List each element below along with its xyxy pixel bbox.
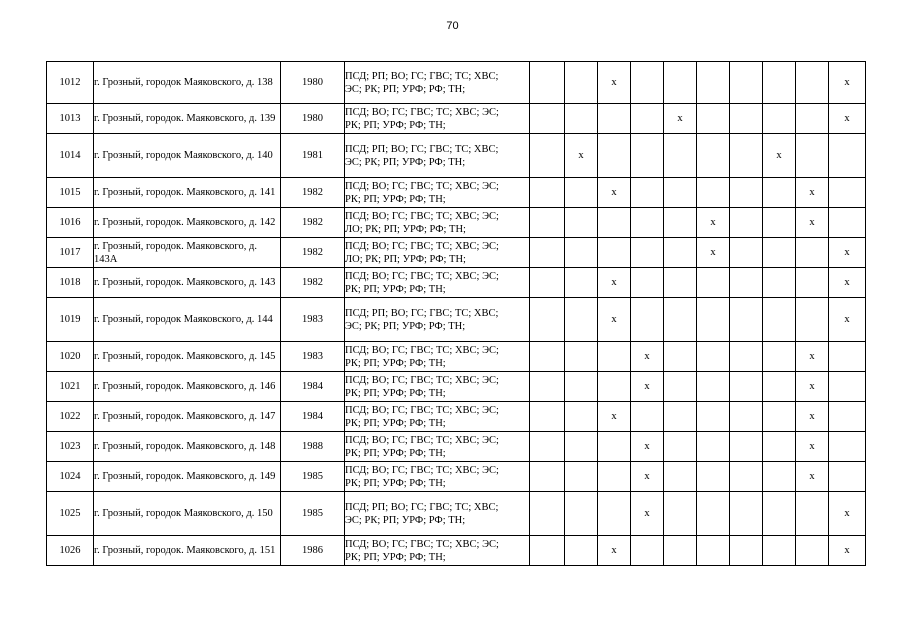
- row-number-cell: 1015: [47, 178, 94, 208]
- work-mark-cell: [664, 402, 697, 432]
- work-mark-cell: [829, 178, 866, 208]
- work-mark-cell: [631, 268, 664, 298]
- work-mark-cell: [565, 432, 598, 462]
- work-mark-cell: [664, 208, 697, 238]
- row-number-cell: 1026: [47, 536, 94, 566]
- work-mark-cell: [598, 372, 631, 402]
- work-mark-cell: [530, 492, 565, 536]
- address-cell: г. Грозный, городок. Маяковского, д. 141: [94, 178, 281, 208]
- work-mark-cell: [530, 432, 565, 462]
- work-mark-cell: x: [829, 492, 866, 536]
- work-mark-cell: [697, 492, 730, 536]
- year-cell: 1982: [281, 208, 345, 238]
- work-mark-cell: [730, 62, 763, 104]
- work-mark-cell: [530, 342, 565, 372]
- work-mark-cell: [565, 342, 598, 372]
- work-mark-cell: [697, 432, 730, 462]
- work-mark-cell: [730, 298, 763, 342]
- work-mark-cell: [730, 492, 763, 536]
- works-list-cell: ПСД; ВО; ГС; ГВС; ТС; ХВС; ЭС; РК; РП; УРФ; РФ; ТН;: [345, 372, 530, 402]
- works-list-cell: ПСД; ВО; ГС; ГВС; ТС; ХВС; ЭС; ЛО; РК; РП; УРФ; РФ; ТН;: [345, 238, 530, 268]
- work-mark-cell: [664, 268, 697, 298]
- row-number-cell: 1012: [47, 62, 94, 104]
- work-mark-cell: [631, 178, 664, 208]
- work-mark-cell: [763, 268, 796, 298]
- work-mark-cell: [763, 402, 796, 432]
- work-mark-cell: [697, 104, 730, 134]
- work-mark-cell: [565, 178, 598, 208]
- work-mark-cell: [697, 178, 730, 208]
- works-list-cell: ПСД; ВО; ГС; ГВС; ТС; ХВС; ЭС; РК; РП; УРФ; РФ; ТН;: [345, 432, 530, 462]
- work-mark-cell: [730, 536, 763, 566]
- work-mark-cell: [664, 462, 697, 492]
- work-mark-cell: x: [565, 134, 598, 178]
- work-mark-cell: [664, 134, 697, 178]
- work-mark-cell: [664, 342, 697, 372]
- table-row: [47, 402, 866, 432]
- work-mark-cell: [730, 178, 763, 208]
- work-mark-cell: x: [664, 104, 697, 134]
- work-mark-cell: [697, 536, 730, 566]
- work-mark-cell: [697, 298, 730, 342]
- work-mark-cell: [763, 342, 796, 372]
- row-number-cell: 1025: [47, 492, 94, 536]
- work-mark-cell: [565, 492, 598, 536]
- year-cell: 1983: [281, 342, 345, 372]
- work-mark-cell: [829, 372, 866, 402]
- works-list-cell: ПСД; ВО; ГС; ГВС; ТС; ХВС; ЭС; РК; РП; УРФ; РФ; ТН;: [345, 536, 530, 566]
- work-mark-cell: [664, 238, 697, 268]
- address-cell: г. Грозный, городок. Маяковского, д. 151: [94, 536, 281, 566]
- work-mark-cell: [730, 432, 763, 462]
- row-number-cell: 1020: [47, 342, 94, 372]
- row-number-cell: 1022: [47, 402, 94, 432]
- work-mark-cell: [763, 298, 796, 342]
- work-mark-cell: [796, 492, 829, 536]
- work-mark-cell: x: [796, 342, 829, 372]
- work-mark-cell: x: [598, 536, 631, 566]
- work-mark-cell: x: [796, 208, 829, 238]
- work-mark-cell: [530, 62, 565, 104]
- year-cell: 1983: [281, 298, 345, 342]
- work-mark-cell: [598, 462, 631, 492]
- work-mark-cell: x: [598, 268, 631, 298]
- year-cell: 1980: [281, 104, 345, 134]
- work-mark-cell: [664, 372, 697, 402]
- work-mark-cell: [730, 402, 763, 432]
- year-cell: 1982: [281, 178, 345, 208]
- row-number-cell: 1016: [47, 208, 94, 238]
- housing-registry-table: [46, 61, 866, 566]
- work-mark-cell: [530, 462, 565, 492]
- address-cell: г. Грозный, городок Маяковского, д. 138: [94, 62, 281, 104]
- address-cell: г. Грозный, городок. Маяковского, д. 149: [94, 462, 281, 492]
- work-mark-cell: [530, 372, 565, 402]
- work-mark-cell: [829, 462, 866, 492]
- work-mark-cell: [829, 342, 866, 372]
- work-mark-cell: [829, 134, 866, 178]
- work-mark-cell: x: [829, 62, 866, 104]
- work-mark-cell: [565, 104, 598, 134]
- work-mark-cell: [565, 208, 598, 238]
- address-cell: г. Грозный, городок. Маяковского, д. 145: [94, 342, 281, 372]
- work-mark-cell: [631, 536, 664, 566]
- address-cell: г. Грозный, городок. Маяковского, д. 142: [94, 208, 281, 238]
- work-mark-cell: [598, 104, 631, 134]
- work-mark-cell: [796, 104, 829, 134]
- work-mark-cell: x: [598, 298, 631, 342]
- work-mark-cell: [763, 62, 796, 104]
- table-row: [47, 178, 866, 208]
- work-mark-cell: [664, 432, 697, 462]
- table-row: [47, 342, 866, 372]
- work-mark-cell: [796, 536, 829, 566]
- work-mark-cell: x: [796, 402, 829, 432]
- work-mark-cell: [565, 536, 598, 566]
- work-mark-cell: x: [697, 208, 730, 238]
- work-mark-cell: [763, 178, 796, 208]
- work-mark-cell: x: [631, 462, 664, 492]
- work-mark-cell: [598, 208, 631, 238]
- work-mark-cell: [631, 104, 664, 134]
- work-mark-cell: x: [829, 536, 866, 566]
- table-row: [47, 462, 866, 492]
- work-mark-cell: x: [631, 342, 664, 372]
- work-mark-cell: x: [829, 268, 866, 298]
- work-mark-cell: [565, 462, 598, 492]
- table-row: [47, 492, 866, 536]
- works-list-cell: ПСД; ВО; ГС; ГВС; ТС; ХВС; ЭС; РК; РП; УРФ; РФ; ТН;: [345, 342, 530, 372]
- address-cell: г. Грозный, городок. Маяковского, д. 143А: [94, 238, 281, 268]
- row-number-cell: 1021: [47, 372, 94, 402]
- work-mark-cell: [631, 62, 664, 104]
- work-mark-cell: [565, 268, 598, 298]
- address-cell: г. Грозный, городок Маяковского, д. 150: [94, 492, 281, 536]
- address-cell: г. Грозный, городок. Маяковского, д. 143: [94, 268, 281, 298]
- work-mark-cell: x: [796, 432, 829, 462]
- work-mark-cell: [796, 298, 829, 342]
- work-mark-cell: [763, 462, 796, 492]
- work-mark-cell: [530, 178, 565, 208]
- table-row: [47, 134, 866, 178]
- table-row: [47, 62, 866, 104]
- work-mark-cell: [730, 372, 763, 402]
- work-mark-cell: [565, 238, 598, 268]
- work-mark-cell: x: [598, 178, 631, 208]
- works-list-cell: ПСД; РП; ВО; ГС; ГВС; ТС; ХВС; ЭС; РК; РП; УРФ; РФ; ТН;: [345, 62, 530, 104]
- work-mark-cell: [697, 134, 730, 178]
- work-mark-cell: [565, 62, 598, 104]
- work-mark-cell: x: [796, 178, 829, 208]
- works-list-cell: ПСД; РП; ВО; ГС; ГВС; ТС; ХВС; ЭС; РК; РП; УРФ; РФ; ТН;: [345, 492, 530, 536]
- work-mark-cell: [598, 432, 631, 462]
- work-mark-cell: [730, 104, 763, 134]
- address-cell: г. Грозный, городок. Маяковского, д. 146: [94, 372, 281, 402]
- work-mark-cell: x: [598, 62, 631, 104]
- work-mark-cell: [565, 372, 598, 402]
- work-mark-cell: [763, 492, 796, 536]
- work-mark-cell: [697, 62, 730, 104]
- work-mark-cell: [664, 536, 697, 566]
- work-mark-cell: [763, 536, 796, 566]
- year-cell: 1985: [281, 492, 345, 536]
- work-mark-cell: [796, 238, 829, 268]
- work-mark-cell: [530, 238, 565, 268]
- row-number-cell: 1024: [47, 462, 94, 492]
- row-number-cell: 1019: [47, 298, 94, 342]
- row-number-cell: 1018: [47, 268, 94, 298]
- address-cell: г. Грозный, городок. Маяковского, д. 139: [94, 104, 281, 134]
- work-mark-cell: x: [829, 104, 866, 134]
- work-mark-cell: [730, 462, 763, 492]
- year-cell: 1982: [281, 268, 345, 298]
- works-list-cell: ПСД; ВО; ГС; ГВС; ТС; ХВС; ЭС; РК; РП; УРФ; РФ; ТН;: [345, 178, 530, 208]
- table-row: [47, 238, 866, 268]
- work-mark-cell: [763, 104, 796, 134]
- work-mark-cell: [598, 134, 631, 178]
- work-mark-cell: [664, 298, 697, 342]
- table-row: [47, 298, 866, 342]
- work-mark-cell: [763, 238, 796, 268]
- work-mark-cell: x: [829, 298, 866, 342]
- works-list-cell: ПСД; ВО; ГС; ГВС; ТС; ХВС; ЭС; РК; РП; УРФ; РФ; ТН;: [345, 268, 530, 298]
- work-mark-cell: [763, 372, 796, 402]
- row-number-cell: 1023: [47, 432, 94, 462]
- year-cell: 1988: [281, 432, 345, 462]
- work-mark-cell: [697, 372, 730, 402]
- table-row: [47, 432, 866, 462]
- table-row: [47, 104, 866, 134]
- works-list-cell: ПСД; ВО; ГС; ГВС; ТС; ХВС; ЭС; РК; РП; УРФ; РФ; ТН;: [345, 104, 530, 134]
- year-cell: 1984: [281, 402, 345, 432]
- work-mark-cell: [829, 208, 866, 238]
- year-cell: 1981: [281, 134, 345, 178]
- work-mark-cell: [664, 62, 697, 104]
- table-row: [47, 208, 866, 238]
- work-mark-cell: [730, 134, 763, 178]
- works-list-cell: ПСД; ВО; ГС; ГВС; ТС; ХВС; ЭС; ЛО; РК; РП; УРФ; РФ; ТН;: [345, 208, 530, 238]
- work-mark-cell: [796, 268, 829, 298]
- year-cell: 1985: [281, 462, 345, 492]
- table-row: [47, 268, 866, 298]
- year-cell: 1986: [281, 536, 345, 566]
- year-cell: 1982: [281, 238, 345, 268]
- work-mark-cell: [530, 402, 565, 432]
- work-mark-cell: [631, 208, 664, 238]
- works-list-cell: ПСД; ВО; ГС; ГВС; ТС; ХВС; ЭС; РК; РП; УРФ; РФ; ТН;: [345, 402, 530, 432]
- work-mark-cell: [730, 342, 763, 372]
- work-mark-cell: [598, 238, 631, 268]
- address-cell: г. Грозный, городок. Маяковского, д. 147: [94, 402, 281, 432]
- work-mark-cell: [565, 402, 598, 432]
- work-mark-cell: [829, 402, 866, 432]
- work-mark-cell: [697, 402, 730, 432]
- work-mark-cell: [664, 178, 697, 208]
- table-row: [47, 536, 866, 566]
- year-cell: 1980: [281, 62, 345, 104]
- work-mark-cell: x: [796, 372, 829, 402]
- work-mark-cell: [565, 298, 598, 342]
- work-mark-cell: [530, 536, 565, 566]
- work-mark-cell: [631, 134, 664, 178]
- work-mark-cell: [530, 104, 565, 134]
- work-mark-cell: [763, 432, 796, 462]
- work-mark-cell: [829, 432, 866, 462]
- work-mark-cell: [730, 238, 763, 268]
- work-mark-cell: [697, 268, 730, 298]
- work-mark-cell: [530, 134, 565, 178]
- work-mark-cell: [530, 208, 565, 238]
- work-mark-cell: [631, 298, 664, 342]
- address-cell: г. Грозный, городок Маяковского, д. 144: [94, 298, 281, 342]
- work-mark-cell: [763, 208, 796, 238]
- work-mark-cell: [796, 134, 829, 178]
- row-number-cell: 1013: [47, 104, 94, 134]
- work-mark-cell: x: [598, 402, 631, 432]
- works-list-cell: ПСД; ВО; ГС; ГВС; ТС; ХВС; ЭС; РК; РП; УРФ; РФ; ТН;: [345, 462, 530, 492]
- table-row: [47, 372, 866, 402]
- work-mark-cell: x: [697, 238, 730, 268]
- work-mark-cell: [664, 492, 697, 536]
- work-mark-cell: [697, 342, 730, 372]
- work-mark-cell: [631, 402, 664, 432]
- works-list-cell: ПСД; РП; ВО; ГС; ГВС; ТС; ХВС; ЭС; РК; РП; УРФ; РФ; ТН;: [345, 134, 530, 178]
- work-mark-cell: x: [763, 134, 796, 178]
- address-cell: г. Грозный, городок Маяковского, д. 140: [94, 134, 281, 178]
- address-cell: г. Грозный, городок. Маяковского, д. 148: [94, 432, 281, 462]
- work-mark-cell: [530, 268, 565, 298]
- work-mark-cell: [530, 298, 565, 342]
- work-mark-cell: [796, 62, 829, 104]
- work-mark-cell: x: [796, 462, 829, 492]
- work-mark-cell: [730, 208, 763, 238]
- work-mark-cell: x: [631, 432, 664, 462]
- page-number: 70: [446, 20, 459, 32]
- year-cell: 1984: [281, 372, 345, 402]
- work-mark-cell: x: [829, 238, 866, 268]
- work-mark-cell: [730, 268, 763, 298]
- work-mark-cell: [598, 492, 631, 536]
- work-mark-cell: [598, 342, 631, 372]
- row-number-cell: 1017: [47, 238, 94, 268]
- work-mark-cell: [631, 238, 664, 268]
- work-mark-cell: x: [631, 492, 664, 536]
- work-mark-cell: x: [631, 372, 664, 402]
- works-list-cell: ПСД; РП; ВО; ГС; ГВС; ТС; ХВС; ЭС; РК; РП; УРФ; РФ; ТН;: [345, 298, 530, 342]
- row-number-cell: 1014: [47, 134, 94, 178]
- work-mark-cell: [697, 462, 730, 492]
